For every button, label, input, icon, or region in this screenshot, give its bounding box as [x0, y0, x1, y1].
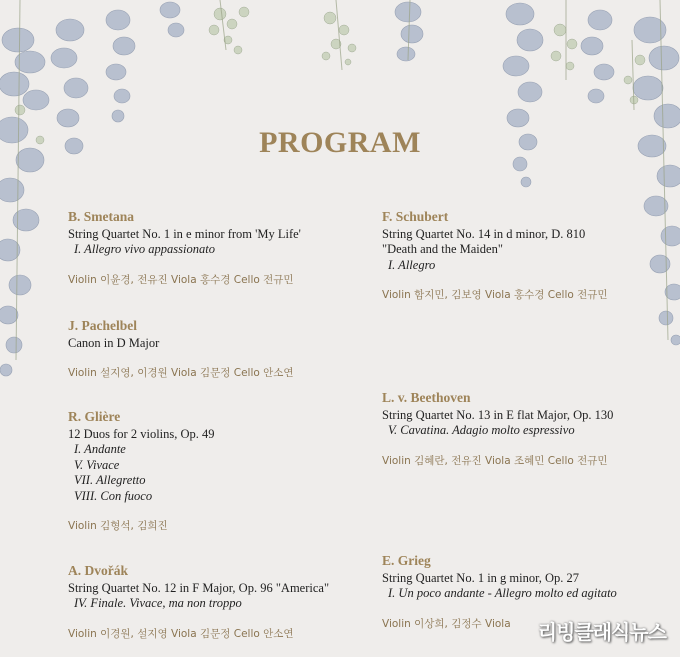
program-item-schubert: [382, 209, 680, 304]
movement: I. Un poco andante - Allegro molto ed agitato: [388, 586, 617, 600]
composer-name: R. Glière: [68, 409, 121, 424]
work-title: Canon in D Major: [68, 335, 160, 350]
movement: I. Andante: [74, 442, 126, 456]
movement: V. Cavatina. Adagio molto espressivo: [388, 423, 575, 437]
composer-name: B. Smetana: [68, 209, 135, 224]
movement: IV. Finale. Vivace, ma non troppo: [74, 596, 242, 610]
program-item-smetana: [68, 209, 368, 288]
composer-name: J. Pachelbel: [68, 318, 137, 333]
composer-name: F. Schubert: [382, 209, 449, 224]
page-title: PROGRAM: [259, 126, 421, 159]
performers: Violin 설지영, 이경원 Viola 김문정 Cello 안소연: [68, 367, 294, 379]
performers: Violin 이경원, 설지영 Viola 김문정 Cello 안소연: [68, 627, 294, 640]
movement: V. Vivace: [74, 457, 120, 472]
work-title: String Quartet No. 12 in F Major, Op. 96 "America": [68, 580, 330, 595]
performers: Violin 함지민, 김보영 Viola 홍수경 Cello 전규민: [382, 289, 608, 301]
performers: Violin 이윤경, 전유진 Viola 홍수경 Cello 전규민: [68, 273, 294, 286]
program-item-gliere: [68, 409, 368, 535]
composer-name: A. Dvořák: [68, 563, 128, 578]
movement: I. Allegro: [388, 257, 436, 272]
performers: Violin 김형석, 김희진: [68, 520, 168, 532]
composer-name: E. Grieg: [382, 553, 431, 568]
work-title: String Quartet No. 14 in d minor, D. 810: [382, 226, 586, 241]
news-watermark: [538, 616, 666, 645]
work-subtitle: "Death and the Maiden": [382, 242, 503, 256]
composer-name: L. v. Beethoven: [382, 390, 471, 405]
movement: I. Allegro vivo appassionato: [74, 242, 215, 256]
performers: Violin 김혜란, 전유진 Viola 조혜민 Cello 전규민: [382, 454, 608, 467]
movement: VIII. Con fuoco: [74, 488, 153, 503]
work-title: String Quartet No. 13 in E flat Major, Op. 130: [382, 407, 614, 422]
movement: VII. Allegretto: [74, 473, 146, 487]
work-title: 12 Duos for 2 violins, Op. 49: [68, 426, 215, 441]
program-item-beethoven: [382, 390, 680, 469]
work-title: String Quartet No. 1 in e minor from 'My Life': [68, 226, 301, 241]
program-item-pachelbel: [68, 318, 368, 382]
work-title: String Quartet No. 1 in g minor, Op. 27: [382, 570, 580, 585]
program-item-dvorak: [68, 563, 368, 642]
performers: Violin 이상희, 김정수 Viola: [382, 617, 511, 630]
watermark-text: 리빙클래식뉴스: [537, 620, 666, 644]
